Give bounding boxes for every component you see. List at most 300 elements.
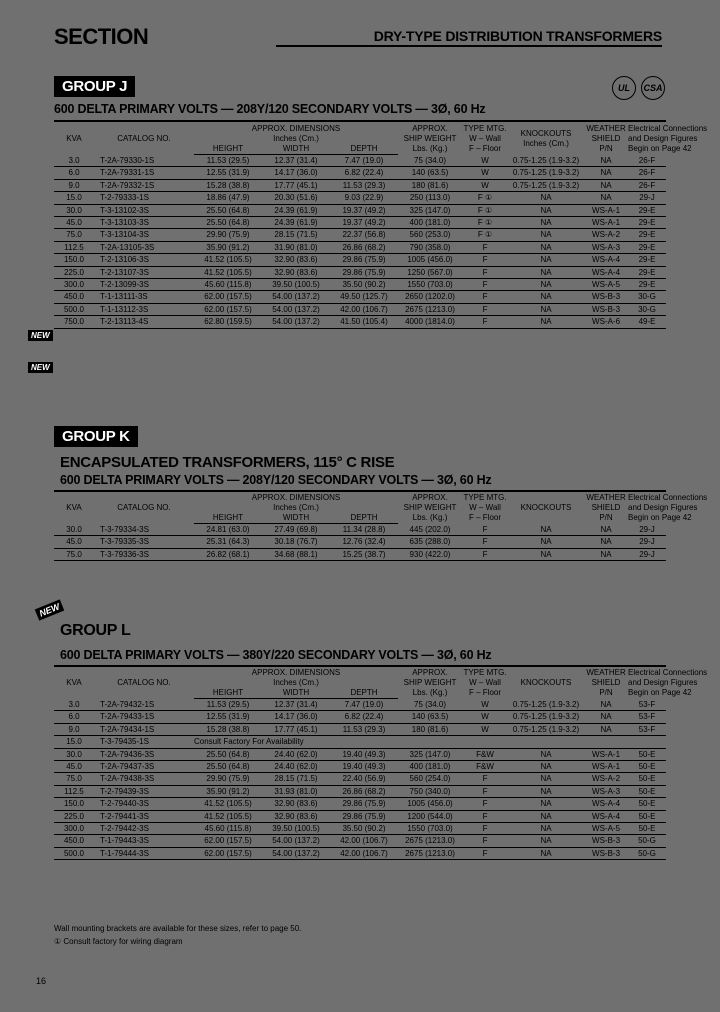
- cell-kva: 450.0: [63, 292, 85, 302]
- cell-catalog: T-1-13112-3S: [100, 304, 149, 314]
- cell-weight: 445 (202.0): [409, 524, 451, 534]
- cell-height: 25.31 (64.3): [206, 537, 250, 547]
- cell-kva: 112.5: [64, 786, 84, 796]
- cell-kva: 300.0: [63, 824, 85, 834]
- cell-knockouts: NA: [540, 193, 552, 203]
- cell-mtg: F: [482, 811, 488, 821]
- cell-kva: 45.0: [66, 762, 82, 772]
- table-row: [54, 736, 666, 748]
- cell-elec: 26-F: [638, 155, 656, 165]
- col-catalog: CATALOG NO.: [117, 678, 171, 688]
- cell-width: 39.50 (100.5): [272, 824, 320, 834]
- cell-catalog: T-2A-79434-1S: [100, 724, 155, 734]
- group-k-badge: GROUP K: [54, 426, 138, 447]
- cell-depth: 42.00 (106.7): [340, 848, 388, 858]
- cell-height: 62.00 (157.5): [204, 304, 252, 314]
- col-width: WIDTH: [262, 688, 330, 699]
- cell-elec: 29-E: [638, 205, 656, 215]
- cell-weight: 2650 (1202.0): [405, 292, 455, 302]
- cell-shield: WS-A-4: [592, 267, 621, 277]
- cell-catalog: T-2-79440-3S: [100, 799, 149, 809]
- cell-height: 15.28 (38.8): [206, 180, 250, 190]
- cell-elec: 50-E: [638, 799, 656, 809]
- cell-width: 14.17 (36.0): [274, 168, 318, 178]
- cell-depth: 22.37 (56.8): [342, 230, 386, 240]
- cell-shield: WS-A-4: [592, 799, 621, 809]
- table-row: [54, 785, 666, 797]
- cell-mtg: F: [482, 267, 488, 277]
- cell-elec: 30-G: [638, 292, 656, 302]
- col-kva: KVA: [66, 134, 82, 144]
- cell-mtg: F: [482, 786, 488, 796]
- cell-weight: 1250 (567.0): [407, 267, 453, 277]
- cell-mtg: F: [482, 537, 488, 547]
- cell-kva: 750.0: [63, 317, 85, 327]
- cell-shield: NA: [600, 180, 612, 190]
- cell-elec: 50-E: [638, 749, 656, 759]
- cell-width: 28.15 (71.5): [274, 774, 318, 784]
- cell-shield: NA: [600, 168, 612, 178]
- cell-depth: 7.47 (19.0): [344, 700, 384, 709]
- cell-shield: NA: [600, 524, 612, 534]
- header-rule: [276, 45, 662, 47]
- cell-weight: 400 (181.0): [409, 762, 451, 772]
- table-row: [54, 204, 666, 216]
- cell-mtg: F ①: [477, 193, 493, 203]
- cell-kva: 112.5: [64, 242, 84, 252]
- cell-elec: 50-E: [638, 774, 656, 784]
- group-k-rule: [54, 490, 666, 492]
- cell-shield: WS-A-6: [592, 317, 621, 327]
- cell-width: 34.68 (88.1): [274, 549, 318, 559]
- col-electrical: Electrical Connections and Design Figures Begin on Page 42: [628, 124, 708, 154]
- cell-height: 26.82 (68.1): [206, 549, 250, 559]
- cell-catalog: T-3-13103-3S: [100, 218, 149, 228]
- col-shield: WEATHER SHIELD P/N: [586, 493, 626, 523]
- section-label: SECTION: [54, 24, 149, 49]
- table-row: [54, 303, 666, 315]
- cell-weight: 4000 (1814.0): [405, 317, 455, 327]
- group-j-rule: [54, 120, 666, 122]
- cell-shield: NA: [600, 155, 612, 165]
- col-width: WIDTH: [262, 513, 330, 524]
- col-shield: WEATHER SHIELD P/N: [586, 668, 626, 698]
- col-height: HEIGHT: [194, 513, 262, 524]
- cell-depth: 26.86 (68.2): [342, 786, 386, 796]
- cell-width: 20.30 (51.6): [274, 193, 318, 203]
- cell-mtg: F: [482, 799, 488, 809]
- table-row: [54, 155, 666, 167]
- col-catalog: CATALOG NO.: [117, 503, 171, 513]
- cell-height: 41.52 (105.5): [204, 799, 252, 809]
- cell-height: 41.52 (105.5): [204, 267, 252, 277]
- col-weight: APPROX. SHIP WEIGHT Lbs. (Kg.): [403, 124, 457, 154]
- cell-elec: 50-E: [638, 786, 656, 796]
- page-number: 16: [36, 976, 47, 986]
- cell-height: 35.90 (91.2): [206, 786, 250, 796]
- cell-knockouts: NA: [540, 774, 552, 784]
- cell-shield: WS-A-1: [592, 749, 621, 759]
- group-k-subtitle-1: ENCAPSULATED TRANSFORMERS, 115° C RISE: [60, 454, 395, 471]
- cell-mtg: F: [482, 280, 488, 290]
- col-height: HEIGHT: [194, 144, 262, 155]
- cell-knockouts: NA: [540, 205, 552, 215]
- cell-width: 24.39 (61.9): [274, 218, 318, 228]
- cell-elec: 29-E: [638, 267, 656, 277]
- cell-shield: WS-A-3: [592, 786, 621, 796]
- cell-depth: 29.86 (75.9): [342, 799, 386, 809]
- table-row: [54, 748, 666, 760]
- cell-height: 12.55 (31.9): [206, 168, 250, 178]
- cell-elec: 29-J: [639, 524, 655, 534]
- cell-width: 24.40 (62.0): [274, 762, 318, 772]
- table-row: [54, 536, 666, 548]
- cell-height: 24.81 (63.0): [206, 525, 250, 534]
- new-badge: NEW: [35, 599, 65, 620]
- cell-catalog: T-3-13104-3S: [100, 230, 149, 240]
- cell-catalog: T-2-79441-3S: [100, 811, 149, 821]
- cell-shield: WS-A-2: [592, 230, 621, 240]
- cell-shield: NA: [600, 699, 612, 709]
- cell-mtg: F: [482, 292, 488, 302]
- cell-elec: 50-E: [638, 762, 656, 772]
- cell-weight: 750 (340.0): [409, 786, 451, 796]
- cell-weight: 140 (63.5): [411, 712, 449, 722]
- cell-mtg: F: [482, 317, 488, 327]
- cell-kva: 30.0: [66, 205, 82, 215]
- cell-knockouts: NA: [540, 836, 552, 846]
- cell-kva: 15.0: [66, 193, 82, 203]
- cell-weight: 2675 (1213.0): [405, 304, 455, 314]
- cell-weight: 1005 (456.0): [407, 799, 453, 809]
- cell-knockouts: 0.75-1.25 (1.9-3.2): [512, 712, 580, 722]
- cell-catalog: T-1-79443-3S: [100, 836, 149, 846]
- cell-mtg: W: [481, 724, 489, 734]
- cell-kva: 3.0: [68, 699, 80, 709]
- cell-weight: 325 (147.0): [409, 205, 451, 215]
- col-shield: WEATHER SHIELD P/N: [586, 124, 626, 154]
- csa-certification-icon: CSA: [641, 76, 665, 100]
- cell-mtg: F: [482, 824, 488, 834]
- cell-catalog: T-2A-79437-3S: [100, 762, 155, 772]
- cell-width: 17.77 (45.1): [274, 724, 318, 734]
- cell-depth: 35.50 (90.2): [342, 824, 386, 834]
- cell-knockouts: NA: [540, 218, 552, 228]
- cell-kva: 30.0: [66, 749, 82, 759]
- cell-knockouts: NA: [540, 524, 552, 534]
- cell-width: 31.93 (81.0): [274, 786, 318, 796]
- cell-knockouts: NA: [540, 292, 552, 302]
- cell-knockouts: NA: [540, 537, 552, 547]
- ul-certification-icon: UL: [612, 76, 636, 100]
- cell-depth: 6.82 (22.4): [344, 168, 384, 178]
- cell-mtg: F&W: [476, 762, 494, 772]
- cell-knockouts: 0.75-1.25 (1.9-3.2): [512, 155, 580, 165]
- col-catalog: CATALOG NO.: [117, 134, 171, 144]
- cell-catalog: T-3-79334-3S: [100, 524, 149, 534]
- cell-height: 18.86 (47.9): [206, 193, 250, 203]
- cell-depth: 19.37 (49.2): [342, 205, 386, 215]
- cell-weight: 325 (147.0): [409, 749, 451, 759]
- cell-catalog: T-3-13102-3S: [100, 205, 149, 215]
- cell-width: 54.00 (137.2): [272, 292, 320, 302]
- cell-elec: 49-E: [638, 317, 656, 327]
- cell-depth: 26.86 (68.2): [342, 242, 386, 252]
- cell-depth: 35.50 (90.2): [342, 280, 386, 290]
- cell-width: 32.90 (83.6): [274, 255, 318, 265]
- cell-catalog: T-2-13113-4S: [100, 317, 149, 327]
- cell-width: 17.77 (45.1): [274, 180, 318, 190]
- cell-depth: 49.50 (125.7): [340, 292, 388, 302]
- table-row: [54, 291, 666, 303]
- cell-kva: 6.0: [68, 712, 80, 722]
- cell-kva: 450.0: [63, 836, 85, 846]
- cell-width: 14.17 (36.0): [274, 712, 318, 722]
- cell-height: 29.90 (75.9): [206, 774, 250, 784]
- cell-mtg: F: [482, 836, 488, 846]
- cell-depth: 11.53 (29.3): [342, 724, 386, 734]
- cell-height: 35.90 (91.2): [206, 242, 250, 252]
- cell-elec: 29-E: [638, 255, 656, 265]
- table-row: [54, 192, 666, 204]
- cell-weight: 180 (81.6): [411, 180, 449, 190]
- cell-mtg: F: [482, 255, 488, 265]
- cell-elec: 29-J: [639, 193, 655, 203]
- cell-width: 27.49 (69.8): [274, 525, 318, 534]
- cell-weight: 140 (63.5): [411, 168, 449, 178]
- col-mounting: TYPE MTG. W – Wall F – Floor: [463, 493, 507, 523]
- cell-width: 30.18 (76.7): [274, 537, 318, 547]
- table-row: [54, 217, 666, 229]
- table-row: [54, 229, 666, 241]
- cell-catalog: T-3-79336-3S: [100, 549, 149, 559]
- cell-elec: 53-F: [638, 724, 656, 734]
- cell-weight: 400 (181.0): [409, 218, 451, 228]
- col-dimensions: APPROX. DIMENSIONS Inches (Cm.): [251, 493, 341, 512]
- col-knockouts: KNOCKOUTS: [520, 678, 572, 688]
- cell-catalog: T-2A-79436-3S: [100, 749, 155, 759]
- cell-mtg: F: [482, 774, 488, 784]
- cell-shield: WS-B-3: [592, 836, 621, 846]
- cell-shield: NA: [600, 537, 612, 547]
- cell-weight: 2675 (1213.0): [405, 848, 455, 858]
- cell-elec: 26-F: [638, 180, 656, 190]
- cell-weight: 75 (34.0): [414, 699, 447, 709]
- cell-kva: 75.0: [66, 549, 82, 559]
- cell-mtg: F: [482, 242, 488, 252]
- table-row: [54, 723, 666, 735]
- cell-knockouts: NA: [540, 317, 552, 327]
- cell-depth: 7.47 (19.0): [344, 156, 384, 165]
- cell-kva: 9.0: [68, 180, 80, 190]
- cell-catalog: T-2A-79432-1S: [100, 699, 155, 709]
- table-row: [54, 241, 666, 253]
- col-mounting: TYPE MTG. W – Wall F – Floor: [463, 124, 507, 154]
- col-dimensions: APPROX. DIMENSIONS Inches (Cm.): [251, 668, 341, 687]
- cell-shield: WS-B-3: [592, 304, 621, 314]
- cell-weight: 180 (81.6): [411, 724, 449, 734]
- cell-depth: 42.00 (106.7): [340, 304, 388, 314]
- cell-depth: 22.40 (56.9): [342, 774, 386, 784]
- cell-weight: 75 (34.0): [414, 155, 447, 165]
- cell-shield: WS-A-4: [592, 255, 621, 265]
- footnote-wiring: ① Consult factory for wiring diagram: [54, 937, 183, 946]
- cell-elec: 50-G: [638, 848, 656, 858]
- cell-height: 12.55 (31.9): [206, 712, 250, 722]
- cell-shield: NA: [600, 549, 612, 559]
- cell-catalog: T-2-79333-1S: [100, 193, 149, 203]
- cell-mtg: W: [481, 699, 489, 709]
- cell-width: 31.90 (81.0): [274, 242, 318, 252]
- cell-catalog: T-2-79442-3S: [100, 824, 149, 834]
- cell-depth: 19.40 (49.3): [342, 749, 386, 759]
- cell-shield: WS-A-5: [592, 824, 621, 834]
- cell-weight: 635 (288.0): [409, 537, 451, 547]
- cell-depth: 11.53 (29.3): [342, 180, 386, 190]
- cell-height: 25.50 (64.8): [206, 762, 250, 772]
- cell-height: 41.52 (105.5): [204, 811, 252, 821]
- cell-elec: 29-E: [638, 280, 656, 290]
- cell-height: 45.60 (115.8): [204, 280, 252, 290]
- cell-knockouts: NA: [540, 786, 552, 796]
- cell-width: 32.90 (83.6): [274, 799, 318, 809]
- footnote-wall-brackets: Wall mounting brackets are available for these sizes, refer to page 50.: [54, 924, 302, 933]
- cell-kva: 75.0: [66, 774, 82, 784]
- col-mounting: TYPE MTG. W – Wall F – Floor: [463, 668, 507, 698]
- cell-kva: 9.0: [68, 724, 80, 734]
- cell-shield: NA: [600, 724, 612, 734]
- cell-width: 32.90 (83.6): [274, 811, 318, 821]
- cell-elec: 26-F: [638, 168, 656, 178]
- cell-height: 62.00 (157.5): [204, 848, 252, 858]
- cell-catalog: T-1-13111-3S: [100, 292, 148, 302]
- col-depth: DEPTH: [330, 688, 398, 699]
- cell-mtg: F: [482, 524, 488, 534]
- cell-kva: 150.0: [63, 255, 85, 265]
- cell-mtg: F ①: [477, 218, 493, 228]
- cell-catalog: T-2A-13105-3S: [100, 242, 155, 252]
- cell-width: 54.00 (137.2): [272, 304, 320, 314]
- cell-height: 25.50 (64.8): [206, 749, 250, 759]
- cell-mtg: F ①: [477, 205, 493, 215]
- cell-kva: 6.0: [68, 168, 80, 178]
- cell-catalog: T-1-79444-3S: [100, 848, 149, 858]
- cell-depth: 19.40 (49.3): [342, 762, 386, 772]
- cell-width: 39.50 (100.5): [272, 280, 320, 290]
- table-row: [54, 524, 666, 536]
- cell-knockouts: NA: [540, 549, 552, 559]
- cell-kva: 15.0: [66, 737, 82, 747]
- cell-catalog: T-2-13107-3S: [100, 267, 149, 277]
- cell-mtg: W: [481, 168, 489, 178]
- cell-shield: NA: [600, 712, 612, 722]
- cell-knockouts: NA: [540, 255, 552, 265]
- cell-height: 41.52 (105.5): [204, 255, 252, 265]
- cell-weight: 1005 (456.0): [407, 255, 453, 265]
- cell-weight: 560 (254.0): [409, 774, 451, 784]
- cell-knockouts: NA: [540, 799, 552, 809]
- cell-catalog: T-2A-79438-3S: [100, 774, 155, 784]
- cell-mtg: W: [481, 155, 489, 165]
- cell-width: 12.37 (31.4): [274, 700, 318, 709]
- table-row: [54, 823, 666, 835]
- col-depth: DEPTH: [330, 513, 398, 524]
- cell-elec: 29-E: [638, 230, 656, 240]
- cell-catalog: T-2A-79433-1S: [100, 712, 155, 722]
- cell-elec: 53-F: [638, 712, 656, 722]
- cell-kva: 45.0: [66, 218, 82, 228]
- cell-elec: 53-F: [638, 699, 656, 709]
- col-knockouts: KNOCKOUTS: [520, 503, 572, 513]
- cell-height: 11.53 (29.5): [206, 156, 250, 165]
- cell-catalog: T-2A-79331-1S: [100, 168, 155, 178]
- cell-kva: 75.0: [66, 230, 82, 240]
- cell-depth: 29.86 (75.9): [342, 811, 386, 821]
- cell-weight: 1550 (703.0): [407, 280, 453, 290]
- cell-shield: WS-B-3: [592, 292, 621, 302]
- cell-depth: 29.86 (75.9): [342, 267, 386, 277]
- table-row: [54, 548, 666, 560]
- cell-knockouts: NA: [540, 304, 552, 314]
- cell-knockouts: NA: [540, 230, 552, 240]
- cell-elec: 29-J: [639, 549, 655, 559]
- table-row: [54, 835, 666, 847]
- cell-shield: WS-A-1: [592, 218, 621, 228]
- cell-shield: NA: [600, 193, 612, 203]
- table-row: [54, 847, 666, 859]
- cell-shield: WS-A-3: [592, 242, 621, 252]
- cell-elec: 50-E: [638, 824, 656, 834]
- cell-mtg: F&W: [476, 749, 494, 759]
- cell-height: 45.60 (115.8): [204, 824, 252, 834]
- cell-depth: 29.86 (75.9): [342, 255, 386, 265]
- cell-mtg: F: [482, 848, 488, 858]
- cell-elec: 50-E: [638, 811, 656, 821]
- table-row: [54, 279, 666, 291]
- cell-catalog: T-2-13106-3S: [100, 255, 149, 265]
- cell-depth: 41.50 (105.4): [340, 317, 388, 327]
- cell-weight: 250 (113.0): [409, 193, 451, 203]
- col-dimensions: APPROX. DIMENSIONS Inches (Cm.): [251, 124, 341, 143]
- table-row: [54, 798, 666, 810]
- col-electrical: Electrical Connections and Design Figures Begin on Page 42: [628, 493, 708, 523]
- cell-shield: WS-A-4: [592, 811, 621, 821]
- group-k-table: [54, 493, 708, 561]
- cell-mtg: F: [482, 304, 488, 314]
- cell-depth: 6.82 (22.4): [344, 712, 384, 722]
- cell-kva: 500.0: [63, 304, 85, 314]
- cell-width: 24.39 (61.9): [274, 205, 318, 215]
- col-height: HEIGHT: [194, 688, 262, 699]
- cell-knockouts: NA: [540, 762, 552, 772]
- cell-catalog: T-2-79439-3S: [100, 786, 149, 796]
- cell-height: 11.53 (29.5): [206, 700, 250, 709]
- cell-elec: 50-G: [638, 836, 656, 846]
- cell-weight: 930 (422.0): [409, 549, 451, 559]
- cell-height: 62.00 (157.5): [204, 292, 252, 302]
- cell-knockouts: 0.75-1.25 (1.9-3.2): [512, 168, 580, 178]
- cell-elec: 29-J: [639, 537, 655, 547]
- table-row: [54, 254, 666, 266]
- cell-shield: WS-A-1: [592, 205, 621, 215]
- group-l-heading: GROUP L: [60, 622, 131, 639]
- cell-depth: 11.34 (28.8): [342, 525, 386, 534]
- col-depth: DEPTH: [330, 144, 398, 155]
- cell-depth: 9.03 (22.9): [344, 193, 384, 203]
- cell-width: 54.00 (137.2): [272, 848, 320, 858]
- cell-kva: 45.0: [66, 537, 82, 547]
- cell-shield: WS-B-3: [592, 848, 621, 858]
